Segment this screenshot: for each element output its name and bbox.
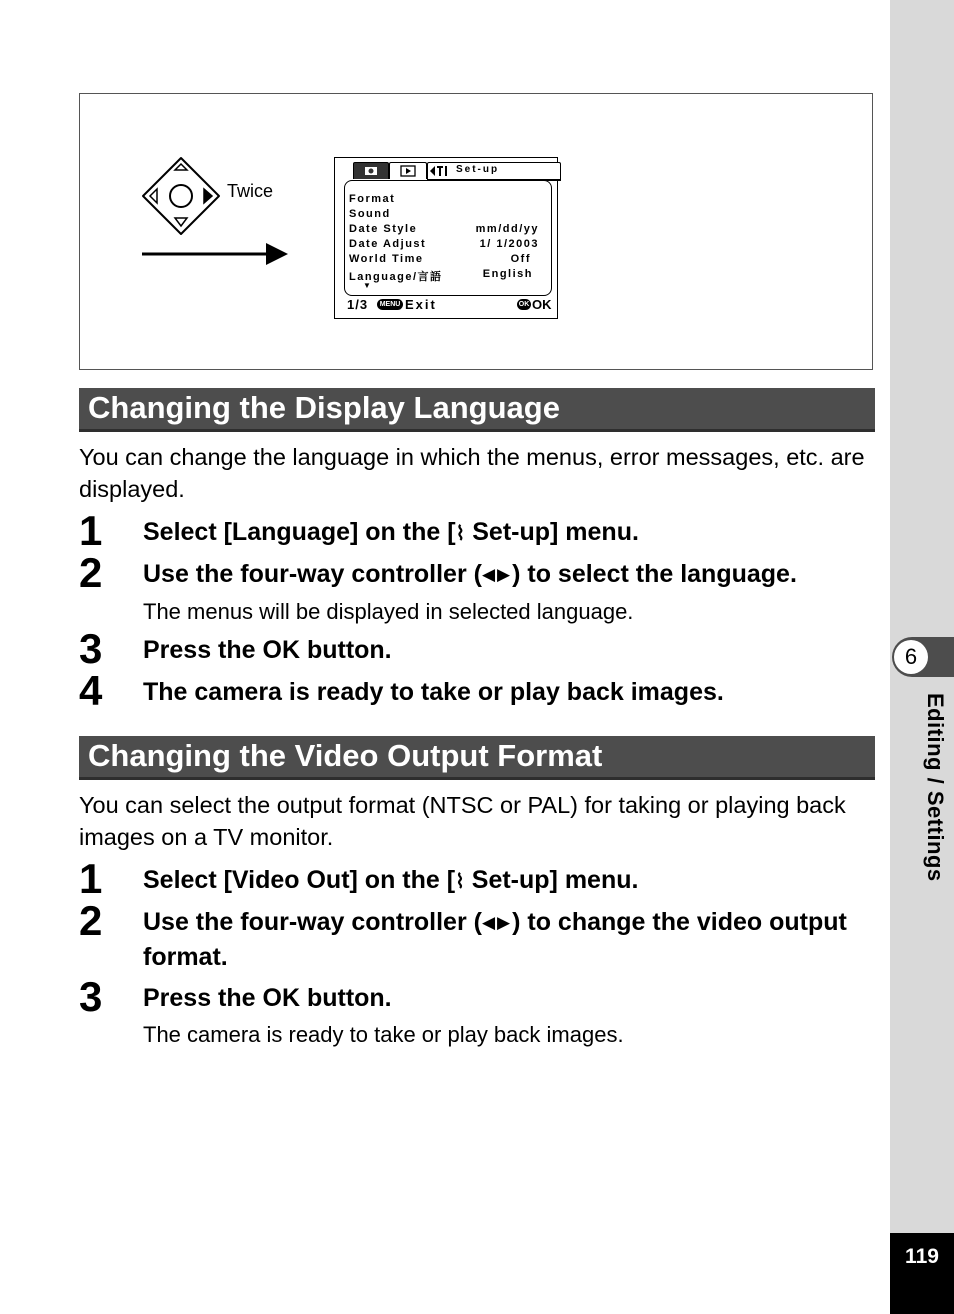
chapter-title: Editing / Settings: [923, 693, 948, 882]
section1-step4: The camera is ready to take or play back images.: [143, 678, 724, 706]
lcd-exit-label: Exit: [405, 297, 437, 312]
section1-step2-note: The menus will be displayed in selected language.: [143, 599, 634, 624]
lcd-tabs: [353, 162, 543, 182]
section1-step2: Use the four-way controller (◀▶) to select the language.: [143, 560, 797, 588]
section1-step3: Press the OK button.: [143, 636, 392, 664]
ok-button-icon: OK: [518, 301, 530, 308]
step-number: 3: [79, 973, 103, 1020]
step-number: 3: [79, 625, 103, 672]
lcd-page-indicator: 1/3: [347, 297, 369, 312]
section2-step3: Press the OK button.: [143, 984, 392, 1012]
menu-button-icon: MENU: [377, 299, 403, 310]
step-number: 1: [79, 855, 103, 902]
step-number: 2: [79, 897, 103, 944]
lcd-ok-label: OK: [532, 297, 552, 312]
chapter-number: 6: [894, 640, 928, 674]
lcd-row-sound: Sound: [349, 208, 391, 220]
camera-icon: [354, 163, 388, 179]
lcd-row-date-style: Date Style mm/dd/yy: [349, 223, 539, 235]
setup-wrench-icon: ⌇: [455, 523, 466, 545]
section-heading-video-output: Changing the Video Output Format: [79, 736, 875, 780]
page-number: 119: [890, 1233, 954, 1314]
lcd-setup-menu: [334, 157, 558, 319]
tab-setup-label: Set-up: [456, 164, 500, 175]
left-right-arrows-icon: ◀▶: [481, 565, 513, 584]
tab-playback: [389, 162, 427, 179]
right-arrow-icon: [142, 240, 288, 268]
lcd-row-language: Language/言語 English: [349, 268, 533, 283]
four-way-controller-icon: [141, 156, 221, 236]
section-heading-display-language: Changing the Display Language: [79, 388, 875, 432]
scroll-down-icon: ▼: [363, 281, 373, 290]
wrench-icon: [429, 163, 455, 179]
step-number: 1: [79, 507, 103, 554]
section2-step1: Select [Video Out] on the [⌇ Set-up] menu.: [143, 866, 639, 894]
left-right-arrows-icon: ◀▶: [481, 913, 513, 932]
setup-wrench-icon: ⌇: [455, 871, 465, 893]
section2-step2: Use the four-way controller (◀▶) to change the video output format.: [143, 908, 847, 971]
twice-label: Twice: [227, 181, 274, 201]
lcd-row-date-adjust: Date Adjust 1/ 1/2003: [349, 238, 539, 250]
step-number: 2: [79, 549, 103, 596]
tab-camera: [353, 162, 389, 179]
section2-step3-note: The camera is ready to take or play back images.: [143, 1022, 624, 1047]
playback-icon: [390, 163, 426, 179]
section2-intro: You can select the output format (NTSC or PAL) for taking or playing back images on a TV monitor.: [79, 792, 846, 850]
lcd-row-world-time: World Time Off: [349, 253, 531, 265]
section1-intro: You can change the language in which the menus, error messages, etc. are displayed.: [79, 444, 865, 502]
lcd-row-format: Format: [349, 193, 396, 205]
section1-step1: Select [Language] on the [⌇ Set-up] menu.: [143, 518, 639, 546]
step-number: 4: [79, 667, 103, 714]
tab-setup: [427, 162, 561, 181]
